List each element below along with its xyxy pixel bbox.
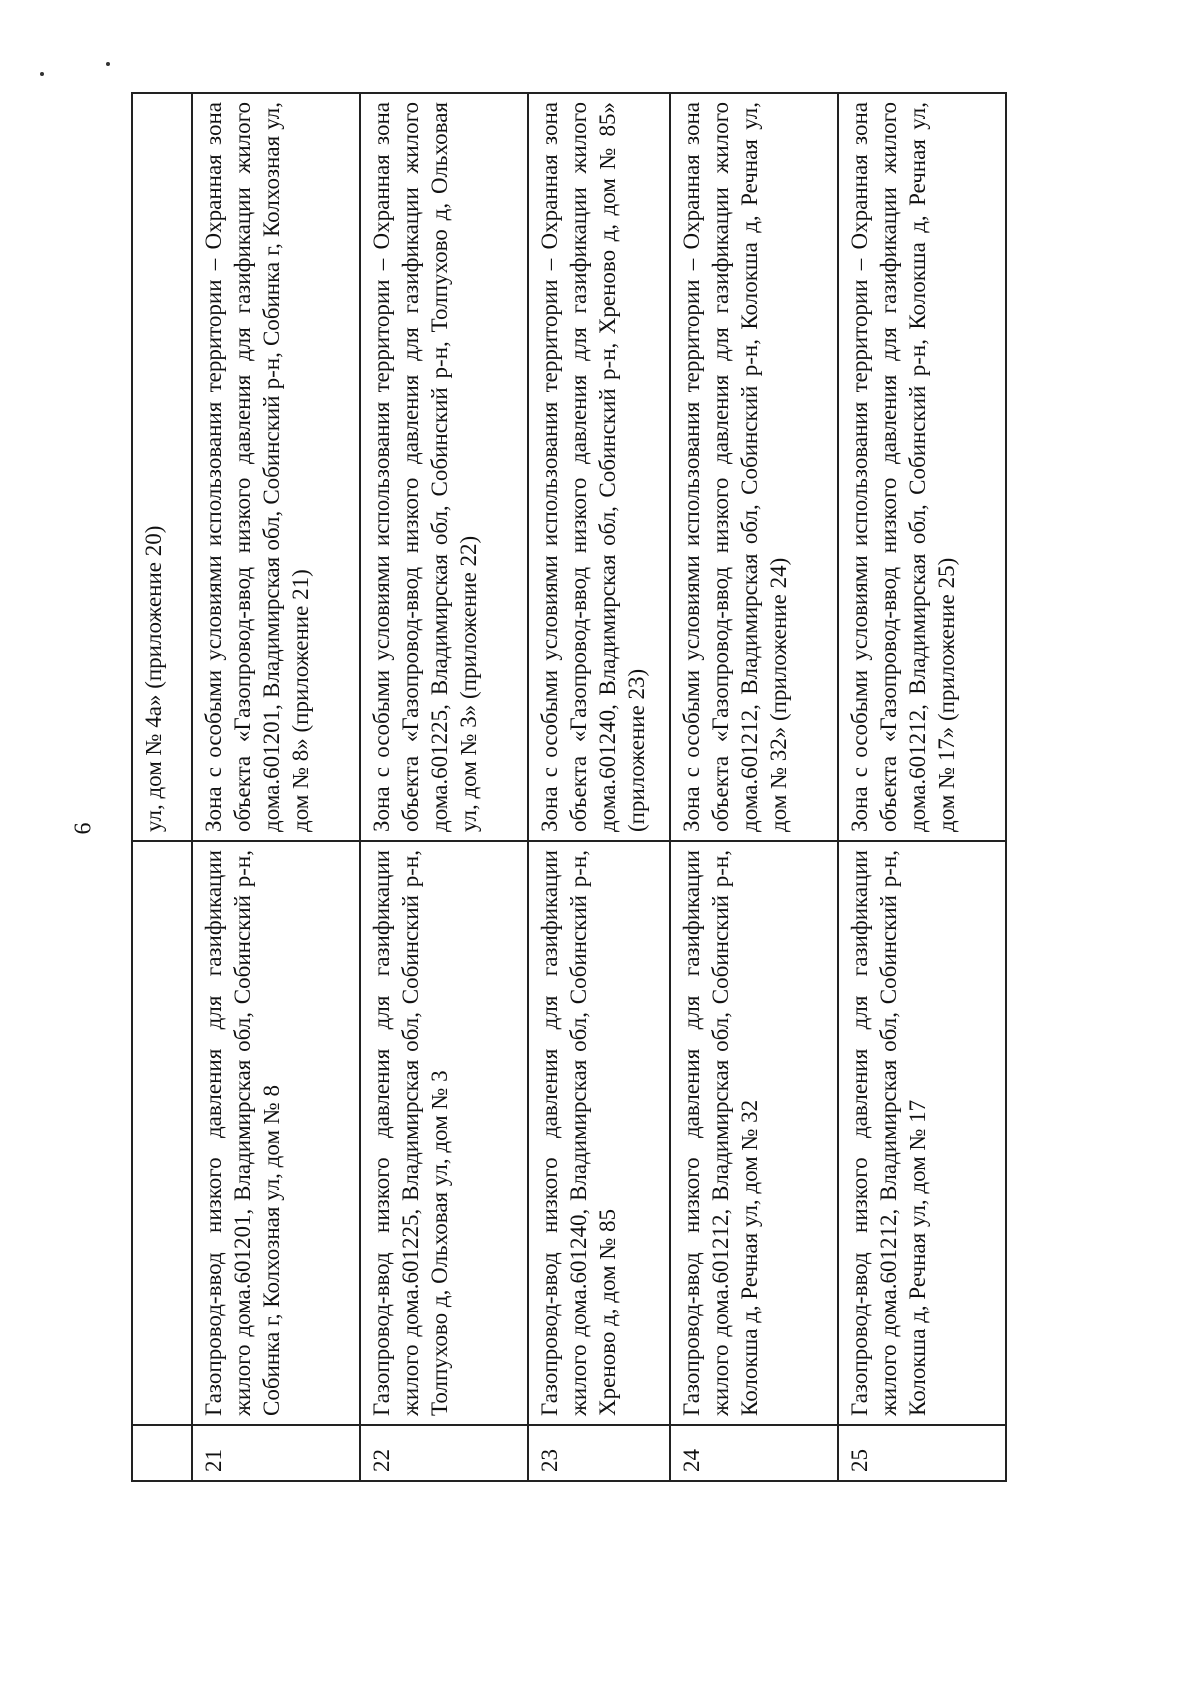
row-number: 23 — [528, 1425, 670, 1481]
page-number: 6 — [70, 822, 97, 835]
zone-description: Зона с особыми условиями использования территории – Охранная зона объекта «Газопровод-ввод низкого давления для газификации жилого дома.601240, Владимирская обл, Собинский р-н, Хреново д, дом № 85» (приложение 23) — [528, 93, 670, 841]
row-number: 24 — [670, 1425, 838, 1481]
registry-table — [131, 92, 1007, 1482]
table-row — [838, 93, 1006, 1481]
zone-description: Зона с особыми условиями использования территории – Охранная зона объекта «Газопровод-ввод низкого давления для газификации жилого дома.601212, Владимирская обл, Собинский р-н, Колокша д, Речная ул, дом № 32» (приложение 24) — [670, 93, 838, 841]
rotated-table-wrapper — [131, 94, 1051, 1482]
table-row — [192, 93, 360, 1481]
row-number: 25 — [838, 1425, 1006, 1481]
table-row — [528, 93, 670, 1481]
row-number: 21 — [192, 1425, 360, 1481]
zone-description: Зона с особыми условиями использования территории – Охранная зона объекта «Газопровод-ввод низкого давления для газификации жилого дома.601201, Владимирская обл, Собинский р-н, Собинка г, Колхозная ул, дом № 8» (приложение 21) — [192, 93, 360, 841]
object-description: Газопровод-ввод низкого давления для газификации жилого дома.601212, Владимирская обл, Собинский р-н, Колокша д, Речная ул, дом № 32 — [670, 841, 838, 1425]
object-description: Газопровод-ввод низкого давления для газификации жилого дома.601240, Владимирская обл, Собинский р-н, Хреново д, дом № 85 — [528, 841, 670, 1425]
object-description: Газопровод-ввод низкого давления для газификации жилого дома.601225, Владимирская обл, Собинский р-н, Толпухово д, Ольховая ул, дом № 3 — [360, 841, 528, 1425]
zone-description: Зона с особыми условиями использования территории – Охранная зона объекта «Газопровод-ввод низкого давления для газификации жилого дома.601212, Владимирская обл, Собинский р-н, Колокша д, Речная ул, дом № 17» (приложение 25) — [838, 93, 1006, 841]
object-cell — [132, 841, 192, 1425]
continuation-row — [132, 93, 192, 1481]
object-description: Газопровод-ввод низкого давления для газификации жилого дома.601201, Владимирская обл, Собинский р-н, Собинка г, Колхозная ул, дом № 8 — [192, 841, 360, 1425]
table-row — [360, 93, 528, 1481]
zone-cell: ул, дом № 4а» (приложение 20) — [132, 93, 192, 841]
object-description: Газопровод-ввод низкого давления для газификации жилого дома.601212, Владимирская обл, Собинский р-н, Колокша д, Речная ул, дом № 17 — [838, 841, 1006, 1425]
zone-description: Зона с особыми условиями использования территории – Охранная зона объекта «Газопровод-ввод низкого давления для газификации жилого дома.601225, Владимирская обл, Собинский р-н, Толпухово д, Ольховая ул, дом № 3» (приложение 22) — [360, 93, 528, 841]
row-number: 22 — [360, 1425, 528, 1481]
table-row — [670, 93, 838, 1481]
num-cell — [132, 1425, 192, 1481]
scan-speck — [106, 62, 110, 66]
scan-speck — [40, 72, 44, 76]
